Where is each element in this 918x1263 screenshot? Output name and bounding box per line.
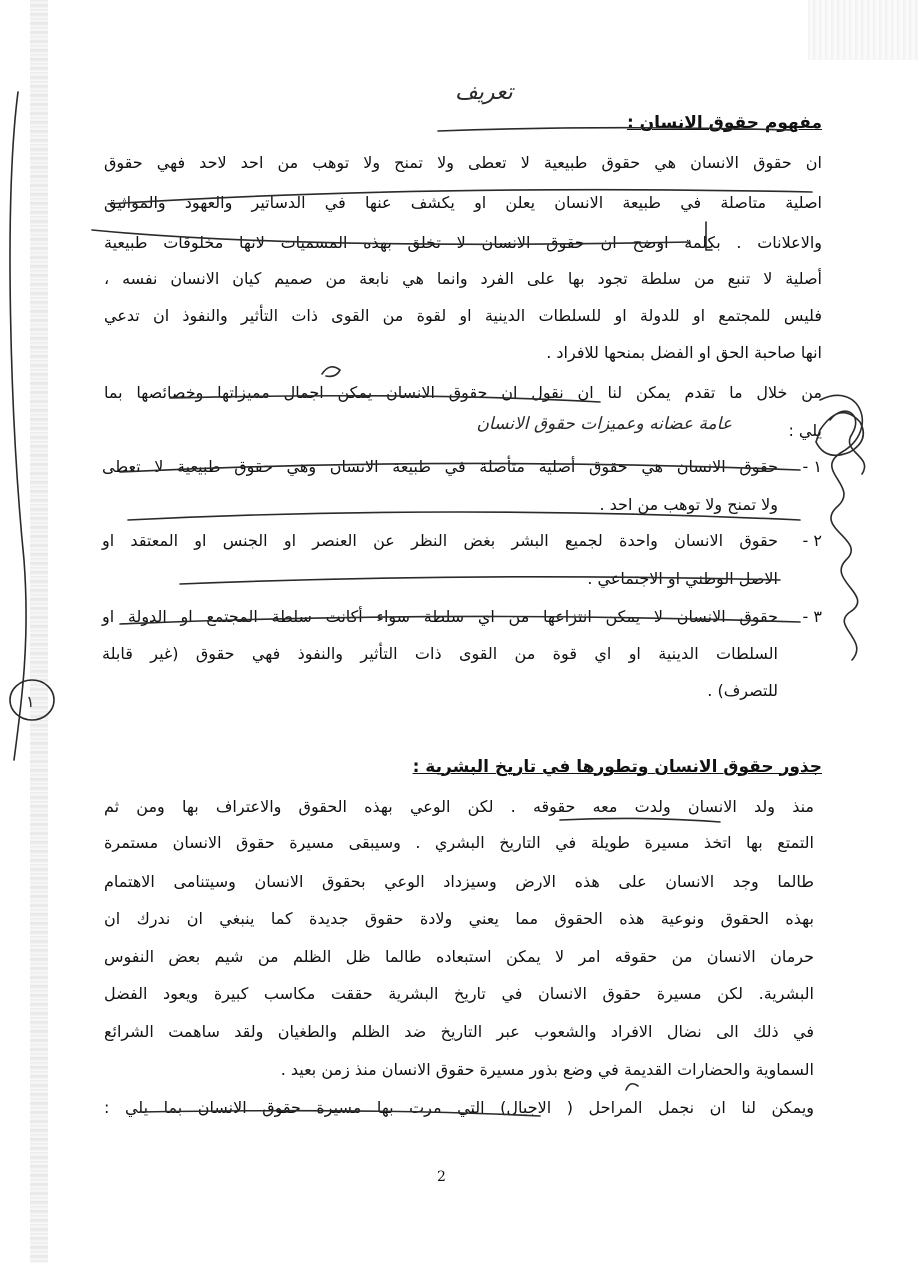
section-2-line-4: بهذه الحقوق ونوعية هذه الحقوق مما يعني ولادة حقوق جديدة كما ينبغي ان ندرك ان — [104, 909, 814, 928]
right-margin-scribble — [820, 395, 862, 660]
intro-line-5: فليس للمجتمع او للدولة او للسلطات الدينية او لقوة من القوى ذات التأثير والنفوذ ان تدعي — [104, 306, 822, 325]
list-item-2-line-2: الاصل الوطني او الاجتماعي . — [587, 569, 778, 588]
list-item-2-number: ٢ - — [802, 531, 822, 550]
list-item-3-line-1: حقوق الانسان لا يمكن انتزاعها من اي سلطة سواء أكانت سلطة المجتمع او الدولة او — [102, 607, 778, 626]
intro-line-1: ان حقوق الانسان هي حقوق طبيعية لا تعطى ولا تمنح ولا توهب من احد لاحد فهي حقوق — [104, 153, 822, 172]
handwritten-margin-title: تعريف — [455, 80, 513, 105]
small-loop-mark — [322, 367, 340, 377]
section-2-line-6: البشرية. لكن مسيرة حقوق الانسان في تاريخ البشرية حققت مكاسب كبيرة ويعود الفضل — [104, 984, 814, 1003]
section-2-line-5: حرمان الانسان من حقوقه امر لا يمكن استبعاده طالما ظل الظلم من شيم بعض النفوس — [104, 947, 814, 966]
page-number: 2 — [437, 1169, 446, 1185]
margin-circle-number: ١ — [26, 692, 35, 711]
handwritten-note-features: عامة عضانه وعميزات حقوق الانسان — [476, 414, 732, 434]
features-intro-line-1: من خلال ما تقدم يمكن لنا ان نقول ان حقوق الانسان يمكن اجمال مميزاتها وخصائصها بما — [104, 383, 822, 402]
list-item-3-line-2: السلطات الدينية او اي قوة من القوى ذات التأثير والنفوذ فهي حقوق (غير قابلة — [102, 644, 778, 663]
list-item-1-line-1: حقوق الانسان هي حقوق أصلية متأصلة في طبيعة الانسان وهي حقوق طبيعية لا تعطى — [102, 457, 778, 476]
intro-line-3: والاعلانات . بكلمة اوضح ان حقوق الانسان لا تخلق بهذه المسميات لانها مخلوقات طبيعية — [104, 233, 822, 252]
page-title: مفهوم حقوق الانسان : — [626, 113, 822, 133]
closing-hook-mark — [626, 1084, 638, 1090]
section-2-line-1: منذ ولد الانسان ولدت معه حقوقه . لكن الوعي بهذه الحقوق والاعتراف بها ومن ثم — [104, 797, 814, 816]
scan-corner-noise — [808, 0, 918, 60]
section-2-line-7: في ذلك الى نضال الافراد والشعوب عبر التاريخ ضد الظلم والطغيان ولقد ساهمت الشرائع — [104, 1022, 814, 1041]
intro-line-6: انها صاحبة الحق او الفضل بمنحها للافراد . — [546, 343, 822, 362]
list-item-3-line-3: للتصرف) . — [707, 681, 778, 700]
right-margin-scribble-2 — [830, 411, 865, 474]
closing-line: ويمكن لنا ان نجمل المراحل ( الاجيال) التي مرت بها مسيرة حقوق الانسان بما يلي : — [104, 1098, 814, 1117]
list-item-2-line-1: حقوق الانسان واحدة لجميع البشر بغض النظر عن العنصر او الجنس او المعتقد او — [102, 531, 778, 550]
intro-line-4: أصلية لا تنبع من سلطة تجود بها على الفرد وانما هي نابعة من صميم كيان الانسان نفسه ، — [104, 269, 822, 288]
section-2-line-2: التمتع بها اتخذ مسيرة طويلة في التاريخ البشري . وسيبقى مسيرة حقوق الانسان مستمرة — [104, 833, 814, 852]
list-item-3-number: ٣ - — [802, 607, 822, 626]
features-intro-line-2: يلي : — [788, 421, 822, 440]
right-margin-loop — [816, 413, 863, 456]
intro-line-2: اصلية متاصلة في طبيعة الانسان يعلن او يكشف عنها في الدساتير والعهود والمواثيق — [104, 193, 822, 212]
section2-underline-mark — [560, 818, 720, 822]
section-2-title: جذور حقوق الانسان وتطورها في تاريخ البشرية : — [412, 757, 822, 777]
list-item-1-line-2: ولا تمنح ولا توهب من احد . — [599, 495, 778, 514]
section-2-line-3: طالما وجد الانسان على هذه الارض وسيزداد الوعي بحقوق الانسان وسيتنامى الاهتمام — [104, 872, 814, 891]
left-margin-bracket — [10, 92, 26, 760]
list-item-1-number: ١ - — [802, 457, 822, 476]
section-2-line-8: السماوية والحضارات القديمة في وضع بذور مسيرة حقوق الانسان منذ زمن بعيد . — [280, 1060, 814, 1079]
scan-binding-edge — [30, 0, 48, 1263]
